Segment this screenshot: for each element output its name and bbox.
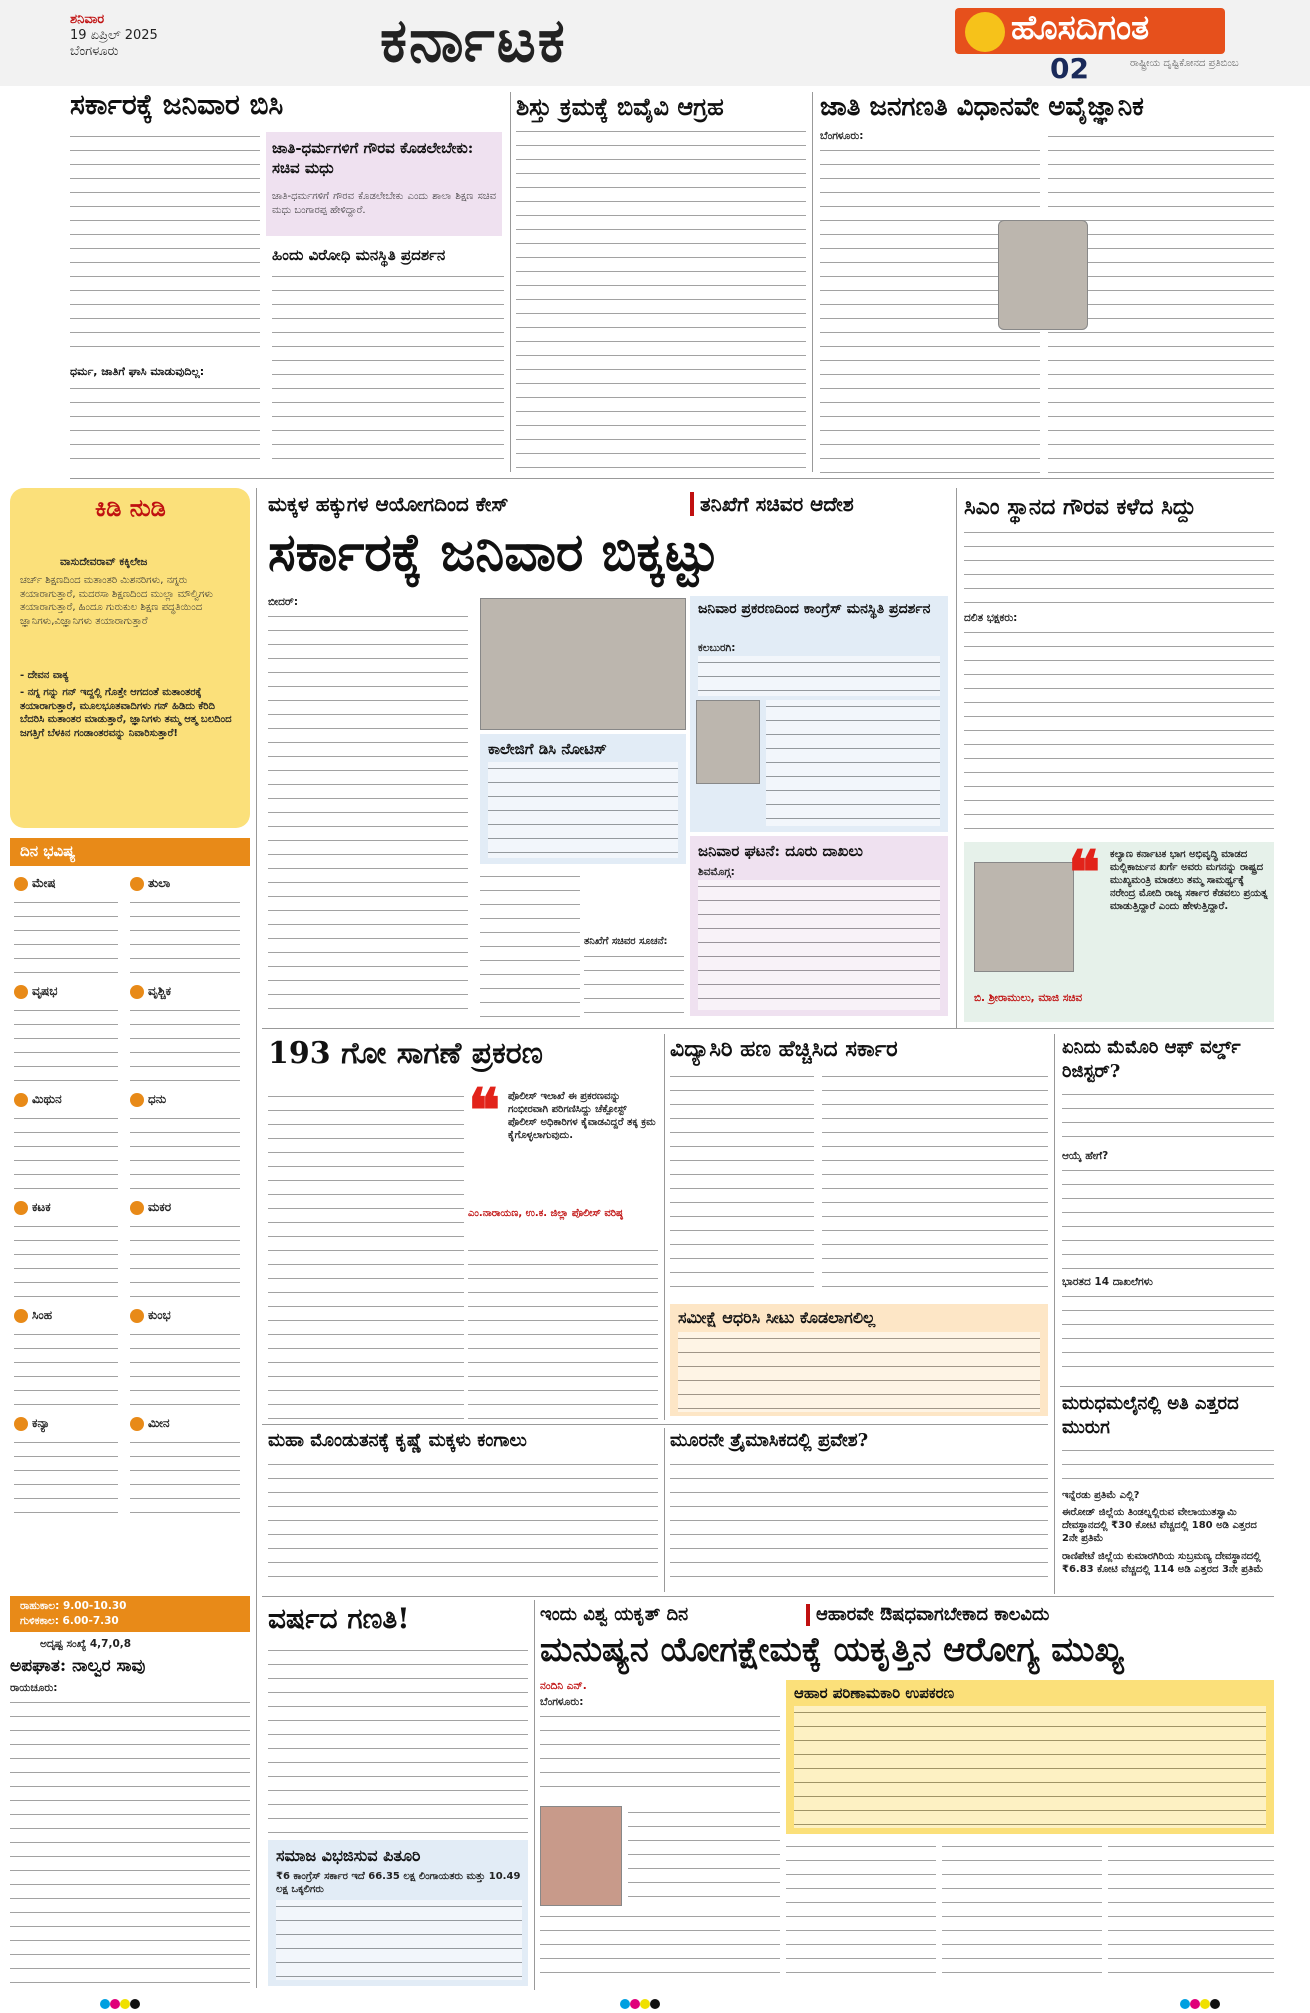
lead-body-2 [480,870,580,1020]
page-number: 02 [1050,52,1089,85]
kicker-separator [690,492,694,516]
liver-byline: ನಂದಿನಿ ಎನ್. [540,1680,587,1692]
gemini-icon [14,1093,28,1107]
murugha-intro: ಇನ್ನೆರಡು ಪ್ರತಿಮೆ ಎಲ್ಲಿ? [1062,1490,1140,1501]
scorpio-icon [130,985,144,999]
murugha-item1: ಈರೋಡ್ ಜಿಲ್ಲೆಯ ತಿಂಡಲ್ನಲ್ಲಿರುವ ವೇಲಾಯುತಸ್ವಾಮಿ ದೇವಸ್ಥಾನದಲ್ಲಿ ₹30 ಕೋಟಿ ವೆಚ್ಚದಲ್ಲಿ 180 ಅಡಿ ಎತ್ತರದ 2ನೇ ಪ್ರತಿಮೆ [1062,1507,1257,1544]
horoscope-title: ದಿನ ಭವಿಷ್ಯ [10,838,250,866]
a1-headline: ಸರ್ಕಾರಕ್ಕೆ ಜನಿವಾರ ಬಿಸಿ [70,88,284,121]
kidinudi-b1: - ದೇವನ ವಾಕ್ಯ [20,670,69,681]
kidinudi-text: ಚರ್ಚ್ ಶಿಕ್ಷಣದಿಂದ ಮತಾಂತರಿ ಮಿಶನರಿಗಳು, ನಗ್ನರು ತಯಾರಾಗುತ್ತಾರೆ, ಮದರಸಾ ಶಿಕ್ಷಣದಿಂದ ಮುಲ್ಲಾ ಮೌಲ್ವಿಗಳು ತಯಾರಾಗುತ್ತಾರೆ, ಹಿಂದೂ ಗುರುಕುಲ ಶಿಕ್ಷಣ ಪದ್ಧತಿಯಿಂದ ಜ್ಞಾನಿಗಳು,ವಿಜ್ಞಾನಿಗಳು ತಯಾರಾಗುತ್ತಾರೆ [20,575,213,627]
kidinudi-author: ವಾಸುದೇವರಾವ್ ಕಕ್ಕಿಲೇಜ [60,556,148,568]
cm-headline: ಸಿಎಂ ಸ್ಥಾನದ ಗೌರವ ಕಳೆದ ಸಿದ್ದು [964,494,1196,520]
accident-dateline: ರಾಯಚೂರು: [10,1682,58,1694]
sem-headline: ಮೂರನೇ ತ್ರೈಮಾಸಿಕದಲ್ಲಿ ಪ್ರವೇಶ? [670,1430,869,1451]
sign-10: ಕನ್ಯಾ [32,1416,50,1430]
go-quote-text: ಪೊಲೀಸ್ ಇಲಾಖೆ ಈ ಪ್ರಕರಣವನ್ನು ಗಂಭೀರವಾಗಿ ಪರಿಗಣಿಸಿದ್ದು ಚೆಕ್ಪೋಸ್ಟ್ ಪೊಲೀಸ್ ಅಧಿಕಾರಿಗಳ ಕೈವಾಡವಿದ್ದರೆ ತಕ್ಕ ಕ್ರಮ ಕೈಗೊಳ್ಳಲಾಗುವುದು. [508,1091,656,1141]
sign-3: ವೃಶ್ಚಿಕ [148,984,172,998]
aquarius-icon [130,1309,144,1323]
registration-marks [1180,1994,1220,2013]
divider [956,488,957,1028]
kids-headline: ಮಹಾ ಮೊಂಡುತನಕ್ಕೆ ಕೃಷ್ಣೆ ಮಕ್ಕಳು ಕಂಗಾಲು [268,1430,527,1451]
lead-kicker-right: ತನಿಖೆಗೆ ಸಚಿವರ ಆದೇಶ [700,492,854,516]
kids-body [268,1458,658,1590]
divider [534,1600,535,1990]
accident-headline: ಅಪಘಾತ: ನಾಲ್ವರ ಸಾವು [10,1656,146,1676]
notice-headline: ಕಾಲೇಜಿಗೆ ಡಿಸಿ ನೋಟಿಸ್ [488,740,607,758]
kidinudi-title: ಕಿಡಿ ನುಡಿ [95,493,166,522]
a2-headline: ಶಿಸ್ತು ಕ್ರಮಕ್ಕೆ ಬಿವೈವಿ ಆಗ್ರಹ [516,92,724,121]
lead-photo [480,598,686,730]
liver-illustration [540,1806,622,1906]
a3-dateline: ಬೆಂಗಳೂರು: [820,130,864,142]
sem-body [670,1458,1048,1590]
a1b-headline: ಜಾತಿ-ಧರ್ಮಗಳಿಗೆ ಗೌರವ ಕೊಡಲೇಬೇಕು: ಸಚಿವ ಮಧು [272,139,474,177]
census-box-headline: ಸಮಾಜ ವಿಭಜಿಸುವ ಪಿತೂರಿ [276,1846,421,1865]
liver-body-2 [628,1806,780,1906]
go-body-2 [468,1244,658,1420]
memory-headline: ಏನಿದು ಮೆಮೊರಿ ಆಫ್ ವರ್ಲ್ಡ್ ರಿಜಿಸ್ಟರ್? [1062,1037,1241,1082]
go-quote-by: ಎಂ.ನಾರಾಯಣ, ಉ.ಕ. ಜಿಲ್ಲಾ ಪೊಲೀಸ್ ವರಿಷ್ಠ [468,1208,623,1219]
vidya-box-headline: ಸಮೀಕ್ಷೆ ಆಧರಿಸಿ ಸೀಟು ಕೊಡಲಾಗಲಿಲ್ಲ [678,1308,876,1327]
horoscope-grid [10,870,250,1590]
a1b-text: ಜಾತಿ-ಧರ್ಮಗಳಿಗೆ ಗೌರವ ಕೊಡಲೇಬೇಕು ಎಂದು ಶಾಲಾ ಶಿಕ್ಷಣ ಸಚಿವ ಮಧು ಬಂಗಾರಪ್ಪ ಹೇಳಿದ್ದಾರೆ. [272,191,496,216]
vidya-body-2 [822,1070,1048,1300]
divider [510,92,511,472]
cm-quote-text: ಕಲ್ಯಾಣ ಕರ್ನಾಟಕ ಭಾಗ ಅಭಿವೃದ್ಧಿ ಮಾಡದ ಮಲ್ಲಿಕಾರ್ಜುನ ಖರ್ಗೆ ಅವರು ಮಗನನ್ನು ರಾಷ್ಟ್ರದ ಮುಖ್ಯಮಂತ್ರಿ ಮಾಡಲು ತಮ್ಮ ಸಾಮರ್ಥ್ಯಕ್ಕೆ ನರೇಂದ್ರ ಮೋದಿ ರಾಜ್ಯ ಸರ್ಕಾರ ಕೆಡವಲು ಪ್ರಯತ್ನ ಮಾಡುತ್ತಿದ್ದಾರೆ ಎಂದು ಹೇಳುತ್ತಿದ್ದಾರೆ. [1110,849,1268,912]
cm-body-1 [964,526,1274,610]
notice-body [488,762,678,858]
divider [262,1028,1274,1029]
kaala-box [10,1596,250,1632]
lead-dateline: ಬೀದರ್: [268,596,299,608]
liver-kicker-right: ಆಹಾರವೇ ಔಷಧವಾಗಬೇಕಾದ ಕಾಲವಿದು [816,1604,1050,1625]
sign-2: ವೃಷಭ [32,984,58,998]
divider [664,1428,665,1592]
a1c-headline: ಹಿಂದು ವಿರೋಧಿ ಮನಸ್ಥಿತಿ ಪ್ರದರ್ಶನ [272,246,446,264]
side1-body [698,656,940,696]
rahukaala: ರಾಹುಕಾಲ: 9.00-10.30 [20,1600,127,1612]
liver-body-5 [942,1840,1102,1986]
go-body-1 [268,1090,464,1420]
side2-body [698,880,940,1010]
memory-sub1: ಆಯ್ಕೆ ಹೇಗೆ? [1062,1150,1109,1162]
lead-headline: ಸರ್ಕಾರಕ್ಕೆ ಜನಿವಾರ ಬಿಕ್ಕಟ್ಟು [268,522,720,583]
divider [1060,1386,1274,1387]
a3-headline: ಜಾತಿ ಜನಗಣತಿ ವಿಧಾನವೇ ಅವೈಜ್ಞಾನಿಕ [820,92,1144,122]
kidinudi-box [10,488,250,828]
kidinudi-b2: - ನಗ್ನ ಗನ್ನು ಗನ್ ಇದ್ದಲ್ಲಿ ಗೊತ್ತೇ ಆಗದಂತೆ ಮತಾಂತರಕ್ಕೆ ತಯಾರಾಗುತ್ತಾರೆ, ಮೂಲಭೂತವಾದಿಗಳು ಗನ್ ಹಿಡಿದು ಕೆರಿದಿ ಬೆದರಿಸಿ ಮತಾಂತರ ಮಾಡುತ್ತಾರೆ, ಜ್ಞಾನಿಗಳು ತಮ್ಮ ಆತ್ಮ ಬಲದಿಂದ ಜಗತ್ತಿಗೆ ಬೆಳಕಿನ ಗಂಡಾಂತರವನ್ನು ನಿವಾರಿಸುತ್ತಾರೆ! [20,687,232,739]
logo-tagline: ರಾಷ್ಟ್ರೀಯ ದೃಷ್ಟಿಕೋನದ ಪ್ರತಿಬಿಂಬ [1130,58,1239,69]
sagittarius-icon [130,1093,144,1107]
aries-icon [14,877,28,891]
kicker-separator [806,1604,810,1626]
side1-photo [696,700,760,784]
side1-body-2 [766,700,940,826]
masthead-city: ಬೆಂಗಳೂರು [70,44,119,59]
liver-dateline: ಬೆಂಗಳೂರು: [540,1696,584,1708]
logo-emblem-icon [965,12,1005,52]
lead-body-1 [268,610,468,1020]
memory-body-1 [1062,1088,1274,1148]
cm-subhead: ದಲಿತ ಭಕ್ಷಕರು: [964,612,1018,624]
memory-body-2 [1062,1164,1274,1274]
lead-kicker-left: ಮಕ್ಕಳ ಹಕ್ಕುಗಳ ಆಯೋಗದಿಂದ ಕೇಸ್ [268,492,509,516]
liver-box-body [794,1706,1266,1828]
leo-icon [14,1309,28,1323]
census-body [268,1644,528,1834]
a1-subhead: ಧರ್ಮ, ಜಾತಿಗೆ ಘಾಸಿ ಮಾಡುವುದಿಲ್ಲ: [70,365,205,378]
gulikakaala: ಗುಳಿಕಕಾಲ: 6.00-7.30 [20,1615,119,1627]
cm-quote-photo [974,862,1074,972]
side1-headline: ಜನಿವಾರ ಪ್ರಕರಣದಿಂದ ಕಾಂಗ್ರೆಸ್ ಮನಸ್ಥಿತಿ ಪ್ರದರ್ಶನ [698,601,931,617]
lead-body-3 [584,950,684,1020]
section-title: ಕರ್ನಾಟಕ [380,6,567,76]
sign-7: ಮಕರ [148,1200,172,1214]
vidya-headline: ವಿದ್ಯಾಸಿರಿ ಹಣ ಹೆಚ್ಚಿಸಿದ ಸರ್ಕಾರ [670,1036,898,1062]
sign-5: ಧನು [148,1092,167,1106]
divider [1054,1034,1055,1594]
side2-headline: ಜನಿವಾರ ಘಟನೆ: ದೂರು ದಾಖಲು [698,842,863,860]
murugha-headline: ಮರುಧಮಲೈನಲ್ಲಿ ಅತಿ ಎತ್ತರದ ಮುರುಗ [1062,1393,1239,1438]
murugha-item2: ರಾಣಿಪೇಟೆ ಜಿಲ್ಲೆಯ ಕುಮಾರಗಿರಿಯ ಸುಬ್ರಮಣ್ಯ ದೇವಸ್ಥಾನದಲ್ಲಿ ₹6.83 ಕೋಟಿ ವೆಚ್ಚದಲ್ಲಿ 114 ಅಡಿ ಎತ್ತರದ 3ನೇ ಪ್ರತಿಮೆ [1062,1551,1264,1575]
logo-text: ಹೊಸದಿಗಂತ [1011,8,1150,48]
sign-4: ಮಿಥುನ [32,1092,62,1106]
liver-body-1 [540,1710,780,1800]
divider [262,1424,1048,1425]
census-box-text: ₹6 ಕಾಂಗ್ರೆಸ್ ಸರ್ಕಾರ ಇದೆ 66.35 ಲಕ್ಷ ಲಿಂಗಾಯತರು ಮತ್ತು 10.49 ಲಕ್ಷ ಒಕ್ಕಲಿಗರು [276,1871,521,1895]
a1c-body [272,270,504,470]
census-box-body [276,1900,522,1980]
sign-6: ಕಟಕ [32,1200,51,1214]
memory-sub2: ಭಾರತದ 14 ದಾಖಲೆಗಳು [1062,1276,1153,1288]
sign-1: ತುಲಾ [148,876,171,890]
murugha-body [1062,1444,1274,1488]
side1-dateline: ಕಲಬುರಗಿ: [698,642,736,654]
sign-8: ಸಿಂಹ [32,1308,53,1322]
liver-body-4 [786,1840,936,1986]
sign-0: ಮೇಷ [32,876,56,890]
a2-body [516,125,806,473]
quote-icon: ❝ [1068,838,1101,908]
go-headline: 193 ಗೋ ಸಾಗಣೆ ಪ್ರಕರಣ [268,1036,543,1071]
masthead-day: ಶನಿವಾರ [70,12,105,27]
virgo-icon [14,1417,28,1431]
sign-9: ಕುಂಭ [148,1308,171,1322]
libra-icon [130,877,144,891]
capricorn-icon [130,1201,144,1215]
pisces-icon [130,1417,144,1431]
divider [70,478,1274,479]
cancer-icon [14,1201,28,1215]
divider [812,92,813,472]
memory-body-3 [1062,1290,1274,1380]
census-headline: ವರ್ಷದ ಗಣತಿ! [268,1602,410,1635]
registration-marks [100,1994,140,2013]
quote-icon: ❝ [468,1076,501,1146]
liver-body-6 [1108,1840,1274,1986]
accident-body [10,1696,250,1986]
divider [664,1034,665,1420]
liver-body-3 [540,1910,780,1986]
masthead-date [70,12,158,60]
lead-subtag: ತನಿಖೆಗೆ ಸಚಿವರ ಸೂಚನೆ: [584,936,668,947]
side2-dateline: ಶಿವಮೊಗ್ಗ: [698,866,735,878]
liver-box-headline: ಆಹಾರ ಪರಿಣಾಮಕಾರಿ ಉಪಕರಣ [794,1684,955,1702]
vidya-body-1 [670,1070,814,1300]
cm-quote-by: ಬಿ. ಶ್ರೀರಾಮುಲು, ಮಾಜಿ ಸಚಿವ [974,992,1083,1004]
lucky-number: ಅದೃಷ್ಟ ಸಂಖ್ಯೆ 4,7,0,8 [40,1638,132,1650]
sign-11: ಮೀನ [148,1416,170,1430]
vidya-box-body [678,1332,1040,1412]
divider [256,488,257,1988]
a1-body [70,130,260,360]
masthead-date-text: 19 ಏಪ್ರಿಲ್ 2025 [70,28,158,43]
divider [262,1596,1274,1597]
liver-headline: ಮನುಷ್ಯನ ಯೋಗಕ್ಷೇಮಕ್ಕೆ ಯಕೃತ್ತಿನ ಆರೋಗ್ಯ ಮುಖ್ಯ [540,1630,1124,1670]
registration-marks [620,1994,660,2013]
cm-body-2 [964,626,1274,836]
taurus-icon [14,985,28,999]
a1-body-2 [70,382,260,472]
liver-kicker-left: ಇಂದು ವಿಶ್ವ ಯಕೃತ್ ದಿನ [540,1604,689,1625]
a3-photo [998,220,1088,330]
